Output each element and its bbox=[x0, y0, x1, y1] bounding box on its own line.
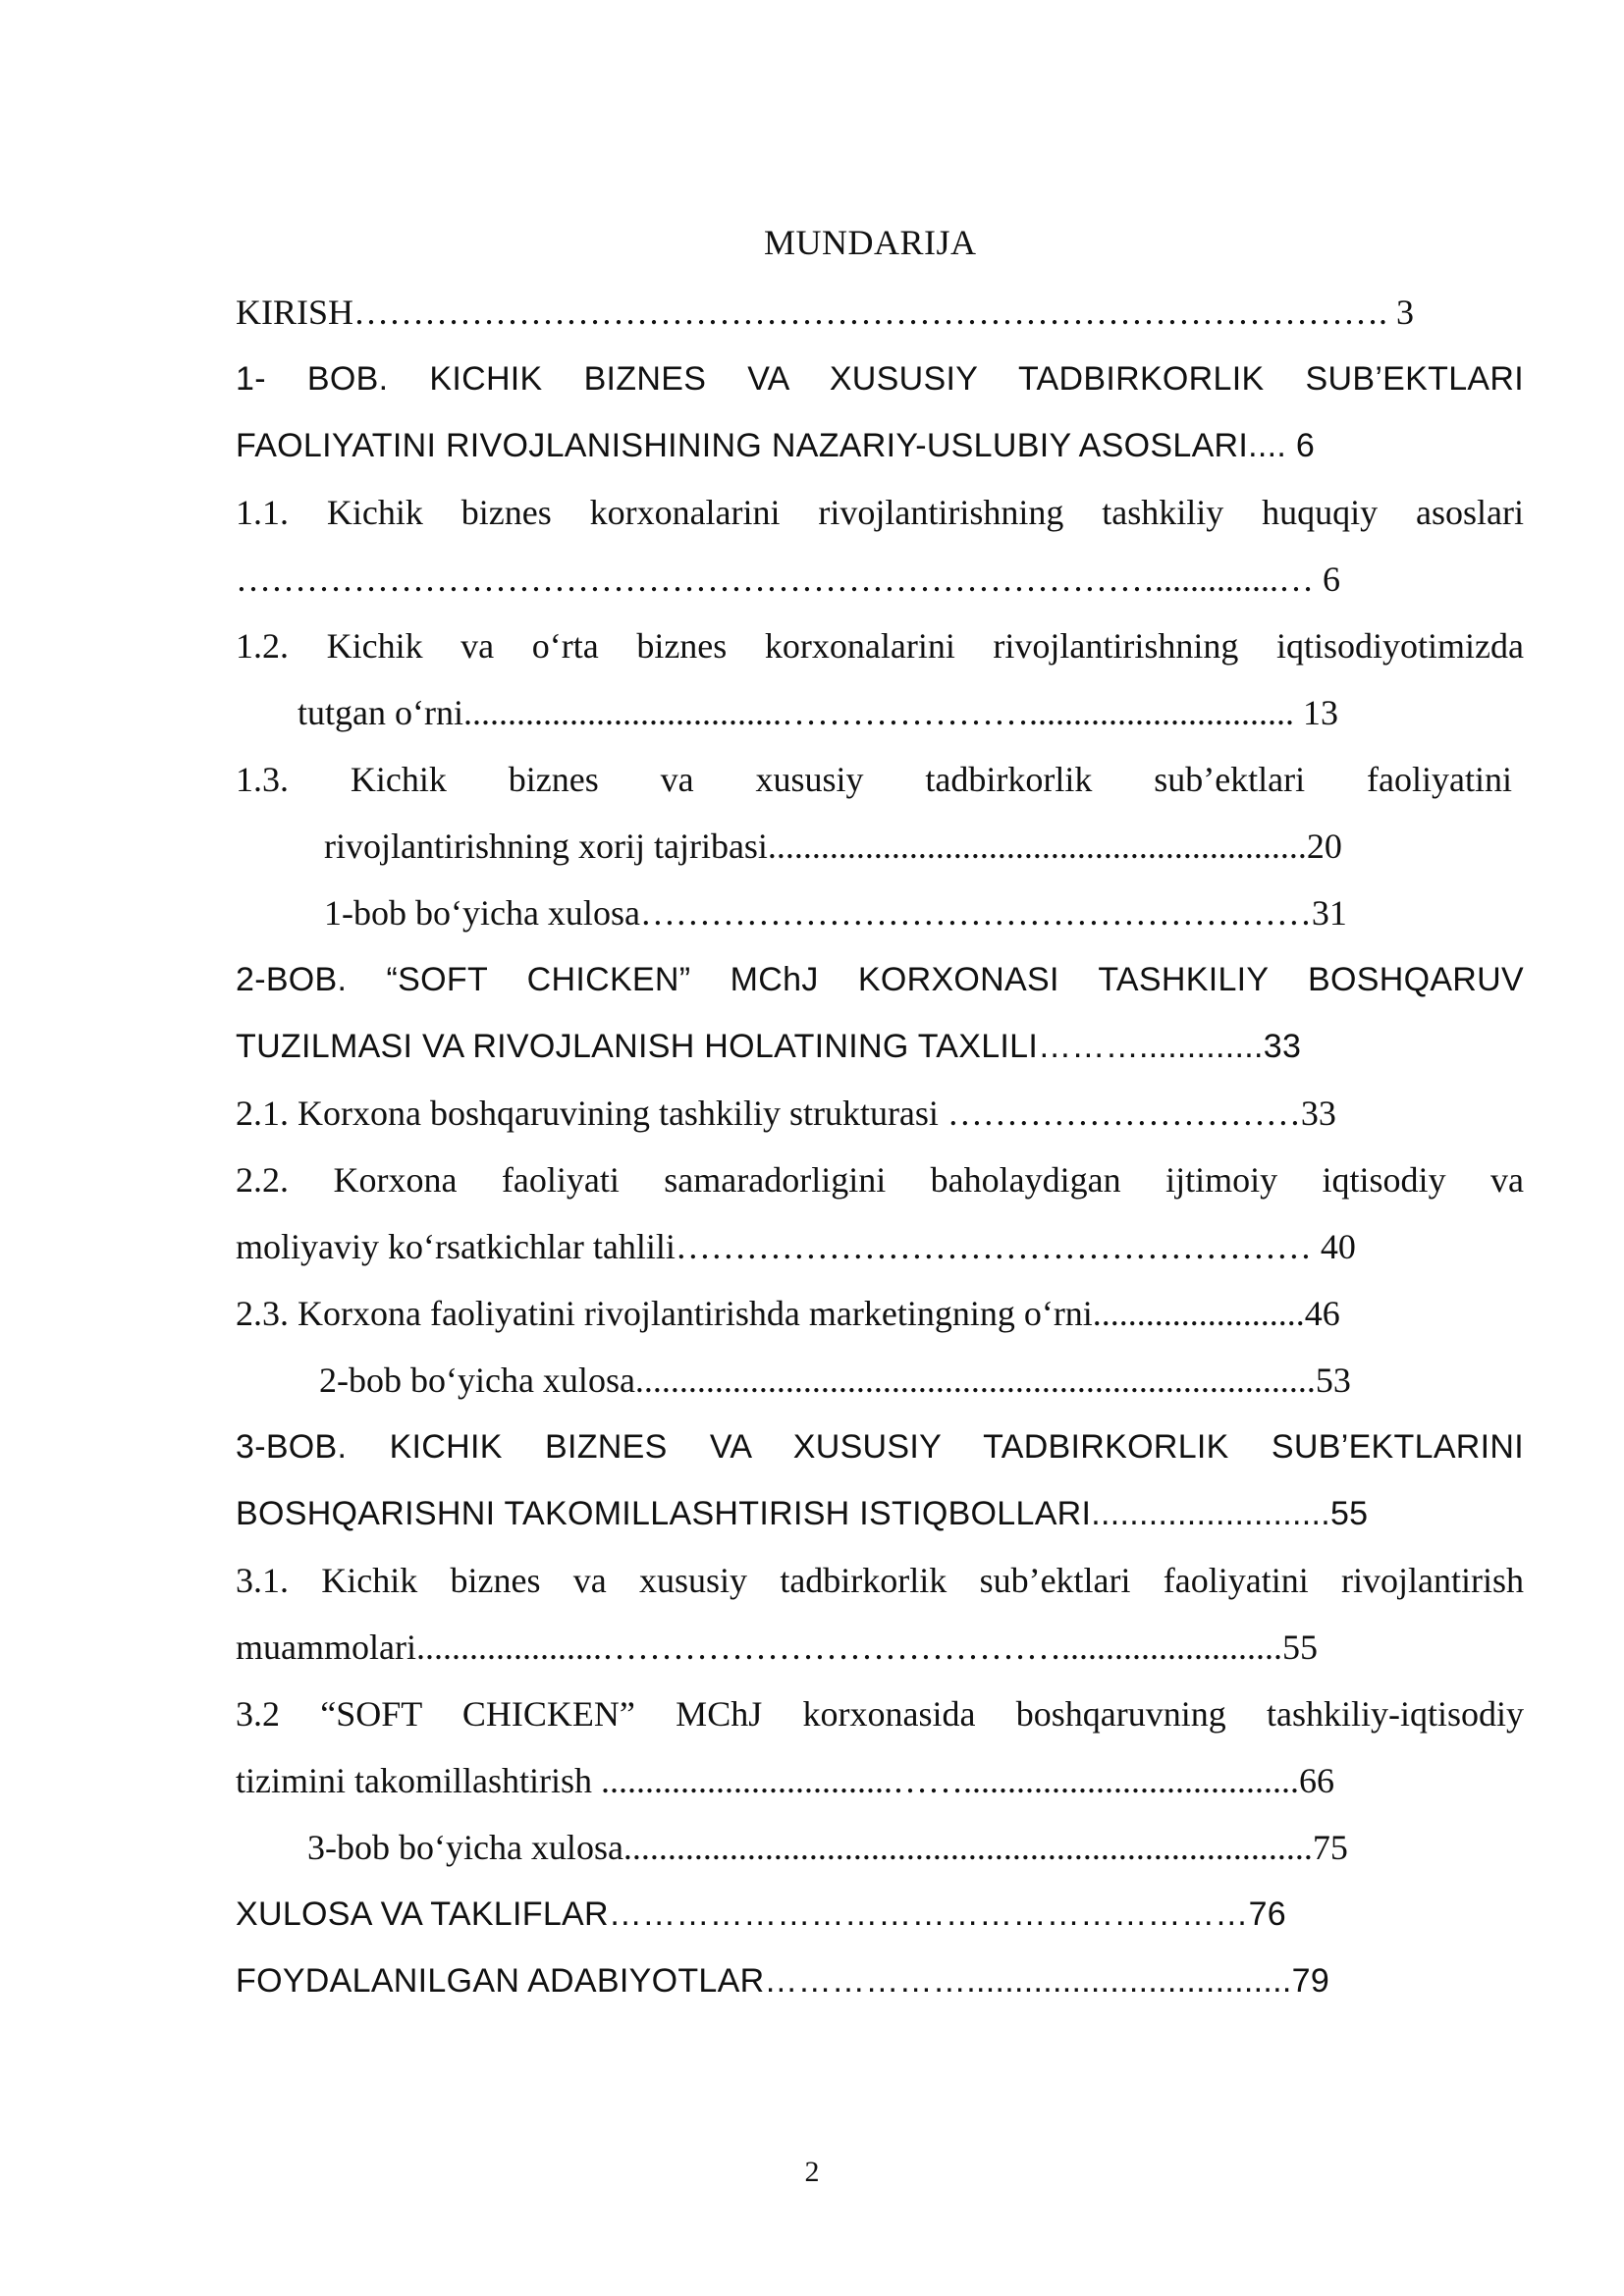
toc-entry-3-2-line-1: 3.2 “SOFT CHICKEN” MChJ korxonasida boshqaruvning tashkiliy-iqtisodiy bbox=[236, 1694, 1524, 1734]
toc-title: MUNDARIJA bbox=[764, 223, 977, 262]
toc-entry-1-3-line-1: 1.3. Kichik biznes va xususiy tadbirkorlik sub’ektlari faoliyatini bbox=[236, 760, 1512, 799]
toc-entry-2-1: 2.1. Korxona boshqaruvining tashkiliy strukturasi …………………………33 bbox=[236, 1094, 1336, 1133]
toc-entry-1-2-line-2: tutgan o‘rni....................................………………….............................. 13 bbox=[298, 693, 1338, 732]
toc-entry-2-3: 2.3. Korxona faoliyatini rivojlantirishda marketingning o‘rni........................46 bbox=[236, 1294, 1340, 1333]
toc-entry-chapter-2-summary: 2-bob bo‘yicha xulosa.............................................................................53 bbox=[319, 1361, 1351, 1400]
toc-entry-references: FOYDALANILGAN ADABIYOTLAR………………..................................79 bbox=[236, 1962, 1330, 2000]
toc-entry-3-1-line-1: 3.1. Kichik biznes va xususiy tadbirkorlik sub’ektlari faoliyatini rivojlantirish bbox=[236, 1561, 1524, 1600]
toc-entry-3-1-line-2: muammolari.....................………………………………….........................55 bbox=[236, 1628, 1318, 1667]
toc-entry-chapter-1-line-1: 1- BOB. KICHIK BIZNES VA XUSUSIY TADBIRKORLIK SUB’EKTLARI bbox=[236, 360, 1524, 398]
toc-entry-chapter-3-line-2: BOSHQARISHNI TAKOMILLASHTIRISH ISTIQBOLLARI.........................55 bbox=[236, 1495, 1369, 1532]
toc-entry-conclusions: XULOSA VA TAKLIFLAR…………………………………………………76 bbox=[236, 1896, 1286, 1933]
toc-entry-2-2-line-1: 2.2. Korxona faoliyati samaradorligini baholaydigan ijtimoiy iqtisodiy va bbox=[236, 1160, 1524, 1200]
toc-entry-chapter-2-line-1: 2-BOB. “SOFT CHICKEN” MChJ KORXONASI TASHKILIY BOSHQARUV bbox=[236, 961, 1524, 998]
toc-entry-chapter-2-line-2: TUZILMASI VA RIVOJLANISH HOLATINING TAXLILI……….............33 bbox=[236, 1028, 1302, 1065]
toc-entry-2-2-line-2: moliyaviy ko‘rsatkichlar tahlili……………………………………………… 40 bbox=[236, 1227, 1356, 1266]
toc-entry-chapter-3-summary: 3-bob bo‘yicha xulosa..............................................................................75 bbox=[307, 1828, 1348, 1867]
toc-entry-1-1-line-2: ……………………………………………………………………..............… 6 bbox=[236, 560, 1340, 599]
toc-entry-1-2-line-1: 1.2. Kichik va o‘rta biznes korxonalarini rivojlantirishning iqtisodiyotimizda bbox=[236, 626, 1524, 666]
page-number: 2 bbox=[804, 2156, 820, 2188]
toc-entry-chapter-1-summary: 1-bob bo‘yicha xulosa…………………………………………………31 bbox=[324, 893, 1347, 933]
toc-entry-kirish: KIRISH……………………………………………………………………………. 3 bbox=[236, 293, 1415, 332]
toc-entry-3-2-line-2: tizimini takomillashtirish .................................……......................................66 bbox=[236, 1761, 1334, 1800]
toc-entry-1-1-line-1: 1.1. Kichik biznes korxonalarini rivojlantirishning tashkiliy huquqiy asoslari bbox=[236, 493, 1524, 532]
toc-entry-chapter-1-line-2: FAOLIYATINI RIVOJLANISHINING NAZARIY-USLUBIY ASOSLARI.... 6 bbox=[236, 427, 1316, 464]
toc-entry-1-3-line-2: rivojlantirishning xorij tajribasi.............................................................20 bbox=[324, 827, 1342, 866]
toc-entry-chapter-3-line-1: 3-BOB. KICHIK BIZNES VA XUSUSIY TADBIRKORLIK SUB’EKTLARINI bbox=[236, 1428, 1524, 1466]
